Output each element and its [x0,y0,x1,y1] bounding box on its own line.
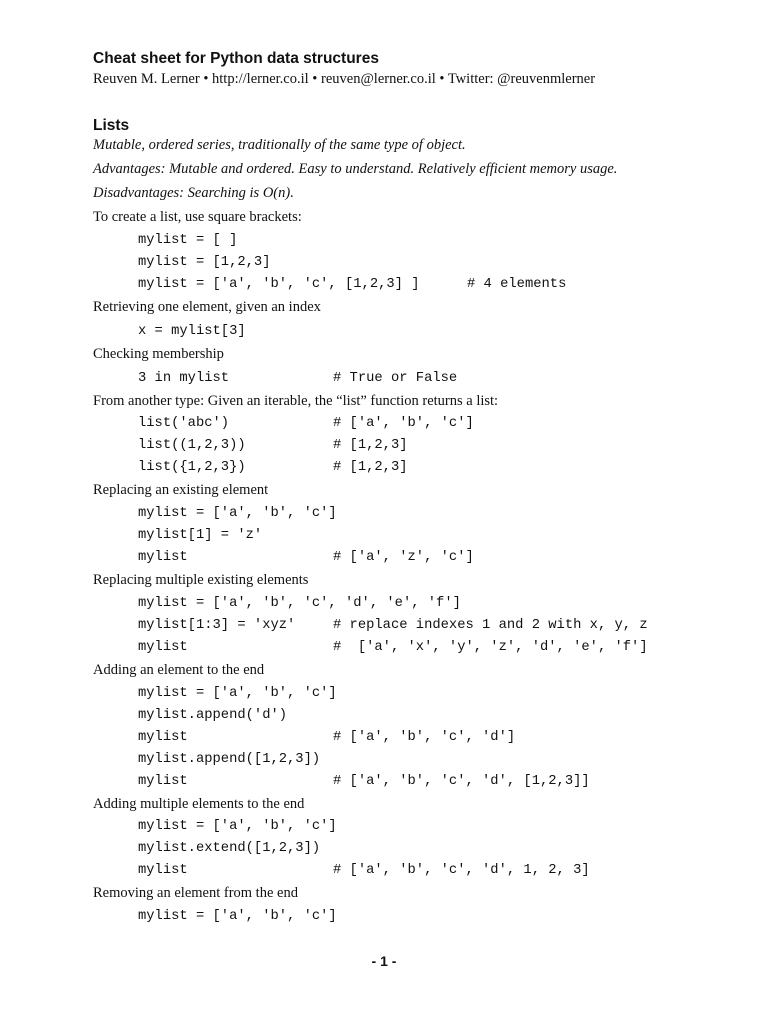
membership-intro: Checking membership [93,346,224,362]
code-comment: # [1,2,3] [333,438,408,453]
code-comment: # ['a', 'b', 'c', 'd', [1,2,3]] [333,774,590,789]
code-line: mylist [138,550,188,565]
code-line: mylist[1] = 'z' [138,528,263,543]
code-line: mylist [138,640,188,655]
from-type-intro: From another type: Given an iterable, the “list” function returns a list: [93,393,499,409]
code-comment: # replace indexes 1 and 2 with x, y, z [333,618,648,633]
code-line: mylist [138,730,188,745]
replace-intro: Replacing an existing element [93,482,269,498]
code-comment: # [1,2,3] [333,460,408,475]
code-comment: # ['a', 'b', 'c', 'd', 1, 2, 3] [333,863,590,878]
code-line: list((1,2,3)) [138,438,246,453]
code-line: 3 in mylist [138,371,230,386]
lists-disadvantages: Disadvantages: Searching is O(n). [93,185,294,201]
code-line: mylist = ['a', 'b', 'c'] [138,506,337,521]
code-line: mylist.append([1,2,3]) [138,752,321,767]
lists-advantages: Advantages: Mutable and ordered. Easy to understand. Relatively efficient memory usage. [93,161,618,177]
code-line: mylist [138,774,188,789]
code-line: mylist[1:3] = 'xyz' [138,618,296,633]
lists-description: Mutable, ordered series, traditionally of the same type of object. [93,137,466,153]
code-comment: # ['a', 'x', 'y', 'z', 'd', 'e', 'f'] [333,640,648,655]
code-comment: # True or False [333,371,458,386]
code-line: mylist = ['a', 'b', 'c'] [138,909,337,924]
code-line: list({1,2,3}) [138,460,246,475]
code-line: x = mylist[3] [138,324,246,339]
remove-intro: Removing an element from the end [93,885,298,901]
code-comment: # 4 elements [467,277,567,292]
replace-multi-intro: Replacing multiple existing elements [93,572,309,588]
code-comment: # ['a', 'b', 'c'] [333,416,474,431]
code-line: mylist.append('d') [138,708,288,723]
code-line: mylist = [1,2,3] [138,255,271,270]
code-line: mylist.extend([1,2,3]) [138,841,321,856]
code-line: mylist = ['a', 'b', 'c'] [138,819,337,834]
append-intro: Adding an element to the end [93,662,265,678]
code-comment: # ['a', 'z', 'c'] [333,550,474,565]
code-line: mylist = ['a', 'b', 'c'] [138,686,337,701]
code-line: mylist [138,863,188,878]
code-comment: # ['a', 'b', 'c', 'd'] [333,730,516,745]
code-line: mylist = ['a', 'b', 'c', [1,2,3] ] [138,277,420,292]
code-line: mylist = ['a', 'b', 'c', 'd', 'e', 'f'] [138,596,461,611]
author-byline: Reuven M. Lerner • http://lerner.co.il • reuven@lerner.co.il • Twitter: @reuvenmlerner [93,71,596,87]
code-line: mylist = [ ] [138,233,238,248]
extend-intro: Adding multiple elements to the end [93,796,305,812]
document-title: Cheat sheet for Python data structures [93,50,379,67]
code-line: list('abc') [138,416,230,431]
create-intro: To create a list, use square brackets: [93,209,302,225]
section-heading-lists: Lists [93,117,130,134]
retrieve-intro: Retrieving one element, given an index [93,299,321,315]
page-number: - 1 - [371,953,397,969]
